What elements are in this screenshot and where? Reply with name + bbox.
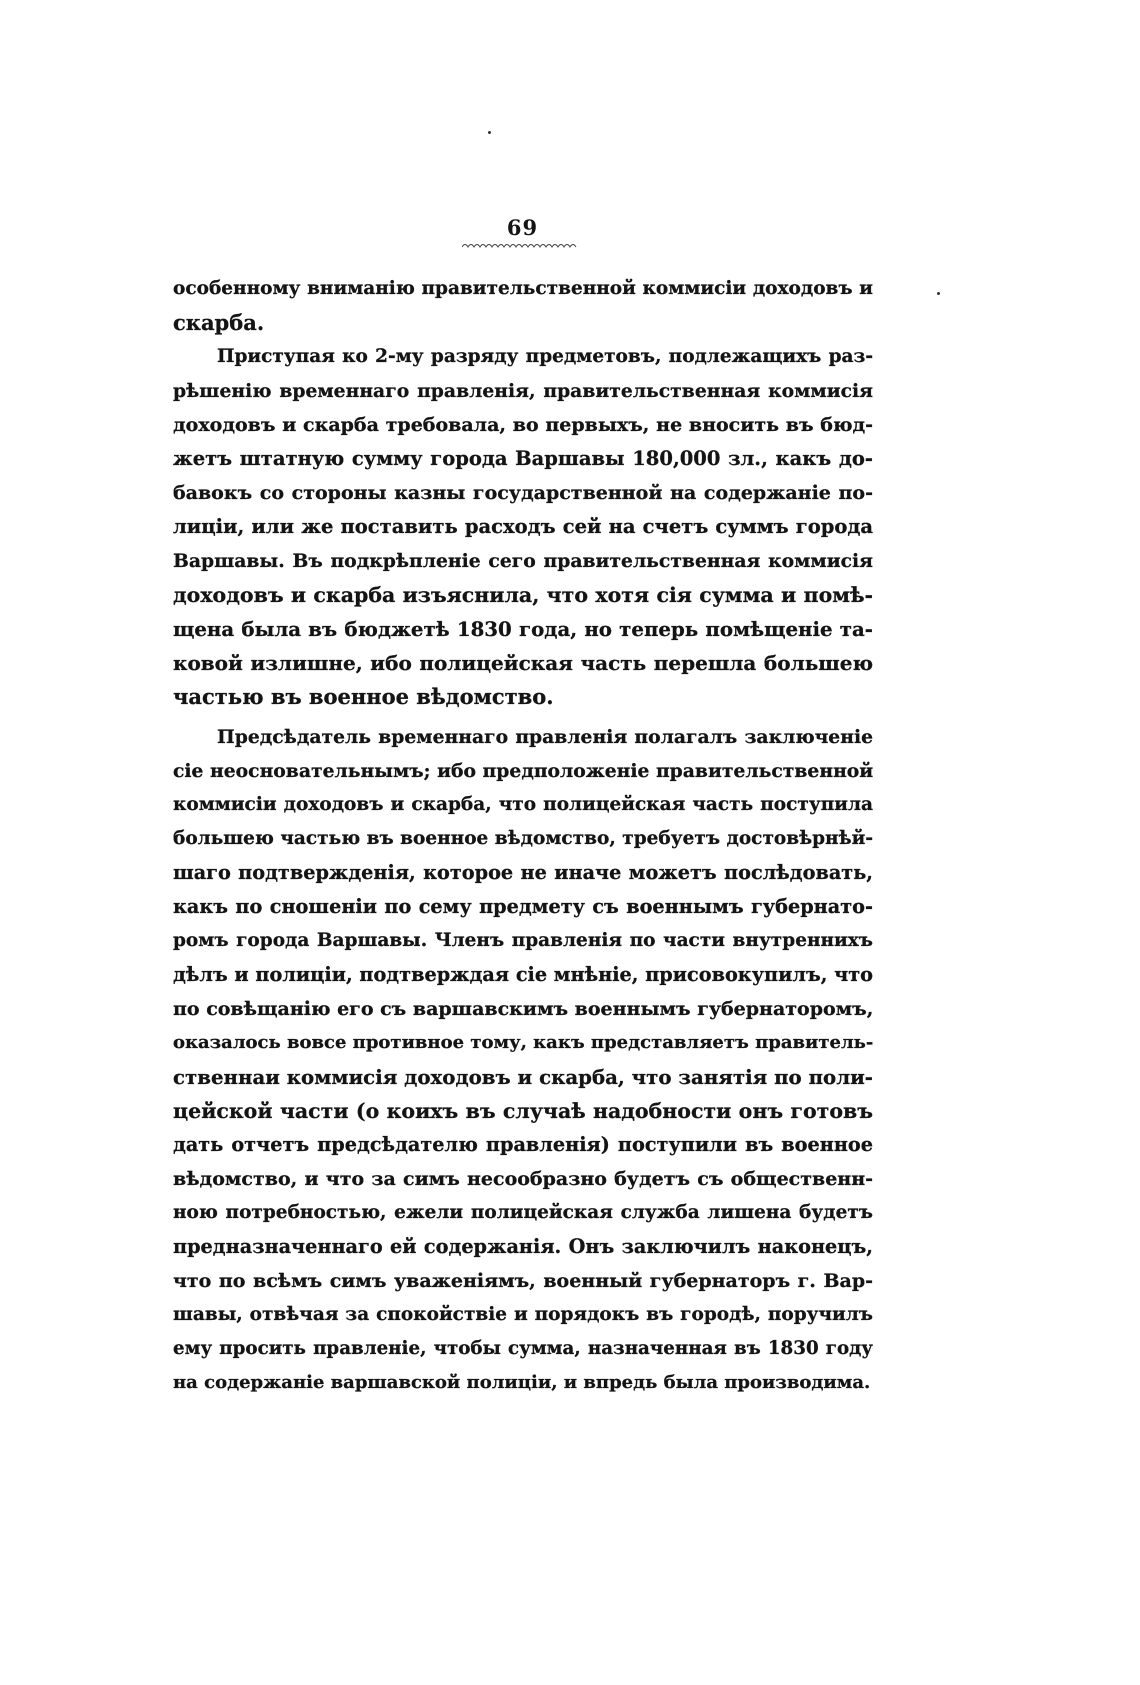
text-line: жетъ штатную сумму города Варшавы 180,000 зл., какъ до- bbox=[173, 447, 873, 470]
text-line: по совѣщанію его съ варшавскимъ военнымъ губернаторомъ, bbox=[173, 998, 874, 1020]
text-line: оказалось вовсе противное тому, какъ представляетъ правитель- bbox=[173, 1032, 874, 1053]
text-line: бавокъ со стороны казны государственной на содержаніе по- bbox=[173, 482, 873, 504]
text-line: дать отчетъ предсѣдателю правленія) поступили въ военное bbox=[173, 1133, 873, 1156]
text-line: на содержаніе варшавской полиціи, и впредь была производима. bbox=[173, 1372, 871, 1393]
page-number-ornament bbox=[462, 241, 580, 249]
text-line: сіе неосновательнымъ; ибо предположеніе правительственной bbox=[173, 760, 874, 782]
body-text bbox=[173, 272, 873, 1400]
text-line: коммисіи доходовъ и скарба, что полицейская часть поступила bbox=[173, 794, 873, 815]
text-line: лиціи, или же поставить расходъ сей на счетъ суммъ города bbox=[173, 515, 873, 538]
text-line: доходовъ и скарба изъяснила, что хотя сія сумма и помѣ- bbox=[173, 583, 873, 607]
text-line: скарба. bbox=[173, 310, 265, 335]
text-line: вѣдомство, и что за симъ несообразно будетъ съ общественн- bbox=[173, 1168, 873, 1190]
text-line: рѣшенію временнаго правленія, правительственная коммисія bbox=[173, 380, 873, 402]
text-line: предназначеннаго ей содержанія. Онъ заключилъ наконецъ, bbox=[173, 1235, 873, 1258]
text-line: Приступая ко 2-му разряду предметовъ, подлежащихъ раз- bbox=[217, 346, 873, 367]
text-line: Предсѣдатель временнаго правленія полагалъ заключеніе bbox=[217, 726, 873, 748]
text-line: доходовъ и скарба требовала, во первыхъ, не вносить въ бюд- bbox=[173, 414, 873, 436]
print-speck bbox=[937, 292, 940, 295]
text-line: щена была въ бюджетѣ 1830 года, но теперь помѣщеніе та- bbox=[173, 617, 873, 641]
paragraph bbox=[173, 720, 873, 1400]
paragraph bbox=[173, 340, 873, 714]
text-line: ною потребностью, ежели полицейская служба лишена будетъ bbox=[173, 1202, 873, 1223]
text-line: частью въ военное вѣдомство. bbox=[173, 684, 554, 709]
text-line: что по всѣмъ симъ уваженіямъ, военный губернаторъ г. Вар- bbox=[173, 1270, 873, 1292]
text-line: дѣлъ и полиціи, подтверждая сіе мнѣніе, присовокупилъ, что bbox=[173, 963, 873, 986]
paragraph bbox=[173, 272, 873, 340]
text-line: какъ по сношеніи по сему предмету съ военнымъ губернато- bbox=[173, 895, 873, 918]
text-line: ственнаи коммисія доходовъ и скарба, что занятія по поли- bbox=[173, 1065, 873, 1089]
page-number: 69 bbox=[506, 215, 539, 240]
text-line: особенному вниманію правительственной коммисіи доходовъ и bbox=[173, 278, 873, 299]
text-line: шаго подтвержденія, которое не иначе можетъ послѣдовать, bbox=[173, 861, 873, 884]
text-line: ему просить правленіе, чтобы сумма, назначенная въ 1830 году bbox=[173, 1338, 873, 1359]
text-line: ромъ города Варшавы. Членъ правленія по части внутреннихъ bbox=[173, 930, 873, 951]
text-line: цейской части (о коихъ въ случаѣ надобности онъ готовъ bbox=[173, 1099, 873, 1123]
text-line: ковой излишне, ибо полицейская часть перешла большею bbox=[173, 651, 873, 675]
print-speck bbox=[488, 131, 491, 134]
text-line: Варшавы. Въ подкрѣпленіе сего правительственная коммисія bbox=[173, 550, 873, 572]
text-line: большею частью въ военное вѣдомство, требуетъ достовѣрнѣй- bbox=[173, 828, 873, 849]
text-line: шавы, отвѣчая за спокойствіе и порядокъ въ городѣ, поручилъ bbox=[173, 1304, 873, 1325]
